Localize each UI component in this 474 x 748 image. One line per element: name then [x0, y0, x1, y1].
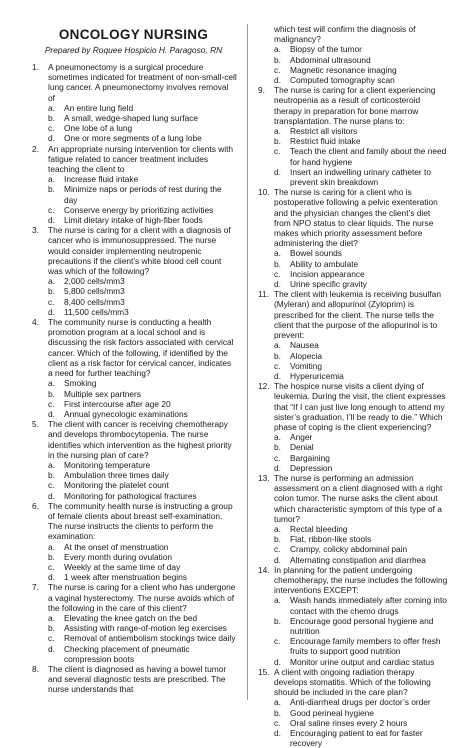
option-list: [48, 542, 237, 583]
option-letter: b.: [274, 707, 281, 718]
option-letter: c.: [48, 561, 55, 572]
option-item: [48, 123, 237, 133]
option-text: Nausea: [290, 340, 319, 351]
question-item: [30, 144, 237, 226]
option-item: [274, 167, 448, 187]
option-letter: c.: [274, 268, 281, 279]
option-item: [48, 184, 237, 204]
question-number: 14.: [258, 564, 270, 575]
left-column: [30, 24, 237, 695]
option-text: Urine specific gravity: [290, 279, 367, 290]
option-item: [274, 279, 448, 289]
question-stem: The nurse is caring for a client with a diagnosis of cancer who is immunosuppressed. The nurse would consider implementing neutropenic precautions if the client’s white blood cell count was which of the following?: [48, 225, 231, 277]
option-text: Ability to ambulate: [290, 258, 359, 269]
option-text: Alopecia: [290, 350, 323, 361]
option-letter: a.: [48, 174, 55, 185]
option-letter: a.: [274, 595, 281, 606]
option-text: Teach the client and family about the need for hand hygiene: [290, 146, 447, 167]
option-text: Depression: [290, 462, 333, 473]
option-text: One lobe of a lung: [64, 123, 133, 134]
option-letter: d.: [274, 462, 281, 473]
question-item: [30, 664, 237, 695]
question-number: 11.: [258, 289, 269, 300]
left-question-list: [30, 62, 237, 695]
option-item: [274, 136, 448, 146]
option-item: [48, 297, 237, 307]
option-letter: d.: [274, 728, 281, 739]
option-list: [274, 126, 448, 187]
option-item: [48, 205, 237, 215]
option-list: [274, 524, 448, 565]
right-column: [256, 24, 448, 748]
option-letter: b.: [48, 623, 55, 634]
option-letter: d.: [274, 656, 281, 667]
question-number: 5.: [32, 419, 39, 430]
option-item: [274, 718, 448, 728]
option-letter: b.: [274, 258, 281, 269]
option-item: [274, 126, 448, 136]
option-letter: a.: [48, 378, 55, 389]
option-letter: b.: [274, 615, 281, 626]
option-letter: a.: [274, 340, 281, 351]
question-item: [256, 381, 448, 473]
question-number: 2.: [32, 143, 39, 154]
option-item: [274, 44, 448, 54]
option-letter: a.: [274, 523, 281, 534]
option-text: Crampy, colicky abdominal pain: [290, 544, 408, 555]
option-list: [48, 613, 237, 664]
option-item: [48, 286, 237, 296]
option-letter: d.: [274, 554, 281, 565]
option-item: [274, 340, 448, 350]
question-stem: In planning for the patient undergoing chemotherapy, the nurse includes the following interventions EXCEPT:: [274, 564, 448, 596]
option-text: Removal of antiembolism stockings twice daily: [64, 633, 236, 644]
question-stem: The hospice nurse visits a client dying of leukemia. During the visit, the client expresses that “If I can just live long enough to attend my sister’s graduation, I’ll be ready to die.” Which phase of coping is the client experiencing?: [274, 381, 446, 432]
question-number: 7.: [32, 582, 39, 593]
question-number: 12.: [258, 381, 270, 392]
option-text: Vomiting: [290, 360, 323, 371]
option-text: Incision appearance: [290, 268, 365, 279]
option-letter: d.: [274, 166, 281, 177]
question-number: 10.: [258, 187, 270, 198]
option-text: Smoking: [64, 378, 97, 389]
option-letter: a.: [48, 459, 55, 470]
right-question-list: [256, 85, 448, 748]
option-item: [48, 491, 237, 501]
option-letter: c.: [274, 146, 281, 157]
option-item: [274, 371, 448, 381]
option-letter: a.: [48, 276, 55, 287]
option-item: [274, 351, 448, 361]
option-text: Every month during ovulation: [64, 551, 173, 562]
option-letter: c.: [274, 452, 281, 463]
option-list: [274, 340, 448, 381]
option-text: A small, wedge-shaped lung surface: [64, 113, 199, 124]
option-letter: d.: [274, 75, 281, 86]
option-text: Weekly at the same time of day: [64, 561, 181, 572]
option-list: [274, 432, 448, 473]
option-item: [274, 259, 448, 269]
option-text: Monitoring for pathological fractures: [64, 490, 197, 501]
option-item: [48, 307, 237, 317]
option-letter: d.: [48, 572, 55, 583]
option-item: [48, 174, 237, 184]
option-text: Bargaining: [290, 452, 330, 463]
question-8-options: [256, 44, 448, 85]
option-text: Monitoring temperature: [64, 459, 151, 470]
option-letter: c.: [48, 204, 55, 215]
option-item: [48, 572, 237, 582]
option-letter: b.: [274, 136, 281, 147]
option-letter: d.: [48, 408, 55, 419]
option-text: Encouraging patient to eat for faster recovery: [290, 728, 423, 748]
option-text: Abdominal ultrasound: [290, 54, 371, 65]
option-letter: b.: [48, 184, 55, 195]
option-item: [274, 248, 448, 258]
option-item: [274, 708, 448, 718]
option-item: [48, 276, 237, 286]
option-item: [274, 146, 448, 166]
option-text: Magnetic resonance imaging: [290, 64, 397, 75]
option-text: Increase fluid intake: [64, 174, 139, 185]
option-item: [274, 361, 448, 371]
option-item: [48, 399, 237, 409]
option-item: [274, 442, 448, 452]
question-item: [256, 289, 448, 381]
option-list: [48, 460, 237, 501]
question-number: 8.: [32, 663, 39, 674]
question-number: 3.: [32, 225, 39, 236]
option-text: 11,500 cells/mm3: [64, 306, 129, 317]
option-item: [274, 65, 448, 75]
option-text: Alternating constipation and diarrhea: [290, 554, 426, 565]
question-stem: The nurse is caring for a client who is postoperative following a pelvic exenteration and the physician changes the client’s diet from NPO status to clear liquids. The nurse makes which priority assessment before administering the diet?: [274, 187, 438, 249]
option-text: Rectal bleeding: [290, 523, 348, 534]
question-item: [256, 187, 448, 289]
question-item: [256, 565, 448, 667]
question-item: [30, 419, 237, 501]
question-stem: The nurse is performing an admission assessment on a client diagnosed with a right colon tumor. The nurse asks the client about which characteristic symptom of this type of a tumor?: [274, 472, 443, 524]
option-item: [274, 728, 448, 748]
option-text: 5,800 cells/mm3: [64, 286, 125, 297]
option-letter: a.: [48, 102, 55, 113]
option-item: [274, 555, 448, 565]
option-item: [274, 55, 448, 65]
option-letter: c.: [274, 360, 281, 371]
option-text: Assisting with range-of-motion leg exercises: [64, 623, 227, 634]
option-item: [48, 389, 237, 399]
question-stem: The community nurse is conducting a health promotion program at a local school and is discussing the risk factors associated with cervical cancer. Which of the following, if identified by the client as a risk factor for cervical cancer, indicates a need for further teaching?: [48, 317, 234, 379]
option-letter: c.: [274, 544, 281, 555]
option-list: [48, 103, 237, 144]
option-item: [48, 103, 237, 113]
option-text: First intercourse after age 20: [64, 398, 171, 409]
option-item: [48, 644, 237, 664]
option-item: [274, 595, 448, 615]
option-letter: a.: [48, 612, 55, 623]
column-divider: [247, 24, 248, 700]
option-letter: a.: [274, 432, 281, 443]
option-item: [274, 657, 448, 667]
option-text: An entire lung field: [64, 102, 134, 113]
option-text: Computed tomography scan: [290, 75, 395, 86]
option-text: Bowel sounds: [290, 248, 342, 259]
option-item: [274, 544, 448, 554]
option-letter: d.: [48, 490, 55, 501]
option-item: [48, 460, 237, 470]
option-item: [48, 480, 237, 490]
option-item: [48, 552, 237, 562]
option-letter: c.: [48, 296, 55, 307]
question-item: [256, 473, 448, 565]
question-stem: The community health nurse is instructing a group of female clients about breast self-examination. The nurse instructs the clients to perform the examination:: [48, 500, 233, 542]
question-number: 6.: [32, 500, 39, 511]
option-item: [274, 636, 448, 656]
option-letter: a.: [274, 248, 281, 259]
option-text: 2,000 cells/mm3: [64, 276, 125, 287]
option-item: [274, 463, 448, 473]
option-letter: a.: [48, 541, 55, 552]
option-letter: d.: [48, 133, 55, 144]
question-8-continuation: which test will confirm the diagnosis of malignancy?: [274, 24, 416, 45]
option-list: [274, 595, 448, 666]
option-list: [48, 276, 237, 317]
question-stem: A client with ongoing radiation therapy develops stomatitis. Which of the following should be included in the care plan?: [274, 666, 431, 698]
option-letter: d.: [48, 215, 55, 226]
option-item: [48, 113, 237, 123]
question-item: [30, 317, 237, 419]
option-item: [48, 470, 237, 480]
option-text: Checking placement of pneumatic compression boots: [64, 643, 190, 664]
option-letter: b.: [274, 534, 281, 545]
question-stem: A pneumonectomy is a surgical procedure sometimes indicated for treatment of non-small-cell lung cancer. A pneumonectomy involves removal of: [48, 62, 237, 103]
option-item: [48, 215, 237, 225]
option-text: Restrict all visitors: [290, 126, 358, 137]
option-item: [274, 75, 448, 85]
question-item: [30, 501, 237, 583]
option-item: [274, 534, 448, 544]
option-text: Biopsy of the tumor: [290, 44, 362, 55]
option-item: [48, 613, 237, 623]
option-text: Ambulation three times daily: [64, 470, 169, 481]
option-item: [48, 562, 237, 572]
question-item: [30, 62, 237, 144]
question-item: [30, 225, 237, 317]
option-item: [48, 378, 237, 388]
option-item: [48, 133, 237, 143]
option-text: Conserve energy by prioritizing activities: [64, 204, 214, 215]
option-text: Annual gynecologic examinations: [64, 408, 188, 419]
option-letter: d.: [48, 643, 55, 654]
option-item: [48, 542, 237, 552]
question-stem: The client is diagnosed as having a bowel tumor and several diagnostic tests are prescribed. The nurse understands that: [48, 663, 227, 695]
question-item: [30, 582, 237, 664]
option-text: Multiple sex partners: [64, 388, 141, 399]
option-item: [274, 616, 448, 636]
option-text: Oral saline rinses every 2 hours: [290, 717, 408, 728]
option-letter: c.: [274, 717, 281, 728]
option-letter: d.: [274, 279, 281, 290]
question-stem: The nurse is caring for a client experiencing neutropenia as a result of corticosteroid therapy in preparation for bone marrow transplantation. The nurse plans to:: [274, 85, 436, 126]
option-letter: b.: [48, 286, 55, 297]
option-text: 1 week after menstruation begins: [64, 572, 187, 583]
option-text: Limit dietary intake of high-fiber foods: [64, 215, 203, 226]
question-stem: The client with leukemia is receiving busulfan (Myleran) and allopurinol (Zyloprim) is prescribed for the client. The nurse tells the client that the purpose of the allopurinol is to prevent:: [274, 289, 441, 341]
document-title: ONCOLOGY NURSING: [58, 27, 209, 42]
option-item: [48, 623, 237, 633]
option-letter: b.: [48, 388, 55, 399]
option-letter: a.: [274, 697, 281, 708]
option-text: Monitoring the platelet count: [64, 480, 169, 491]
option-letter: b.: [48, 113, 55, 124]
option-item: [274, 697, 448, 707]
option-text: Anti-diarrheal drugs per doctor’s order: [290, 697, 431, 708]
option-text: Flat, ribbon-like stools: [290, 534, 372, 545]
option-text: Restrict fluid intake: [290, 136, 361, 147]
option-letter: b.: [274, 54, 281, 65]
option-text: Anger: [290, 432, 313, 443]
option-text: At the onset of menstruation: [64, 541, 169, 552]
option-text: Minimize naps or periods of rest during the day: [64, 184, 222, 205]
option-letter: d.: [48, 306, 55, 317]
option-text: Encourage family members to offer fresh fruits to support good nutrition: [290, 636, 441, 657]
option-list: [274, 248, 448, 289]
option-letter: d.: [274, 370, 281, 381]
option-letter: b.: [48, 551, 55, 562]
question-number: 1.: [32, 62, 39, 72]
question-number: 15.: [258, 666, 270, 677]
document-subtitle: Prepared by Roquee Hospicio H. Paragoso, RN: [44, 45, 223, 55]
question-item: [256, 667, 448, 748]
option-item: [48, 633, 237, 643]
option-letter: c.: [274, 64, 281, 75]
option-text: Wash hands immediately after coming into contact with the chemo drugs: [290, 595, 447, 616]
option-letter: c.: [48, 398, 55, 409]
question-number: 13.: [258, 472, 270, 483]
option-letter: a.: [274, 44, 281, 55]
option-text: Encourage good personal hygiene and nutrition: [290, 615, 434, 636]
option-letter: c.: [48, 480, 55, 491]
option-letter: c.: [48, 123, 55, 134]
option-list: [48, 174, 237, 225]
question-stem: An appropriate nursing intervention for clients with fatigue related to cancer treatment includes teaching the client to: [48, 143, 234, 175]
option-letter: c.: [48, 633, 55, 644]
question-stem: The client with cancer is receiving chemotherapy and develops thrombocytopenia. The nurse identifies which intervention as the highest priority in the nursing plan of care?: [48, 419, 232, 460]
option-text: Good perineal hygiene: [290, 707, 374, 718]
option-text: Denial: [290, 442, 314, 453]
option-letter: b.: [48, 470, 55, 481]
question-item: [256, 85, 448, 187]
option-list: [48, 378, 237, 419]
option-text: 8,400 cells/mm3: [64, 296, 125, 307]
question-stem: The nurse is caring for a client who has undergone a vaginal hysterectomy. The nurse avoids which of the following in the care of this client?: [48, 582, 236, 613]
option-text: Monitor urine output and cardiac status: [290, 656, 435, 667]
option-item: [274, 269, 448, 279]
option-text: Insert an indwelling urinary catheter to prevent skin breakdown: [290, 166, 431, 188]
option-list: [274, 697, 448, 748]
option-item: [274, 524, 448, 534]
option-item: [274, 453, 448, 463]
option-letter: c.: [274, 636, 281, 647]
question-number: 9.: [258, 85, 265, 96]
option-item: [48, 409, 237, 419]
option-text: One or more segments of a lung lobe: [64, 133, 202, 144]
option-text: Hyperuricemia: [290, 370, 344, 381]
option-text: Elevating the knee gatch on the bed: [64, 612, 198, 623]
question-number: 4.: [32, 317, 39, 328]
option-letter: a.: [274, 126, 281, 137]
option-letter: b.: [274, 442, 281, 453]
option-letter: b.: [274, 350, 281, 361]
option-item: [274, 432, 448, 442]
